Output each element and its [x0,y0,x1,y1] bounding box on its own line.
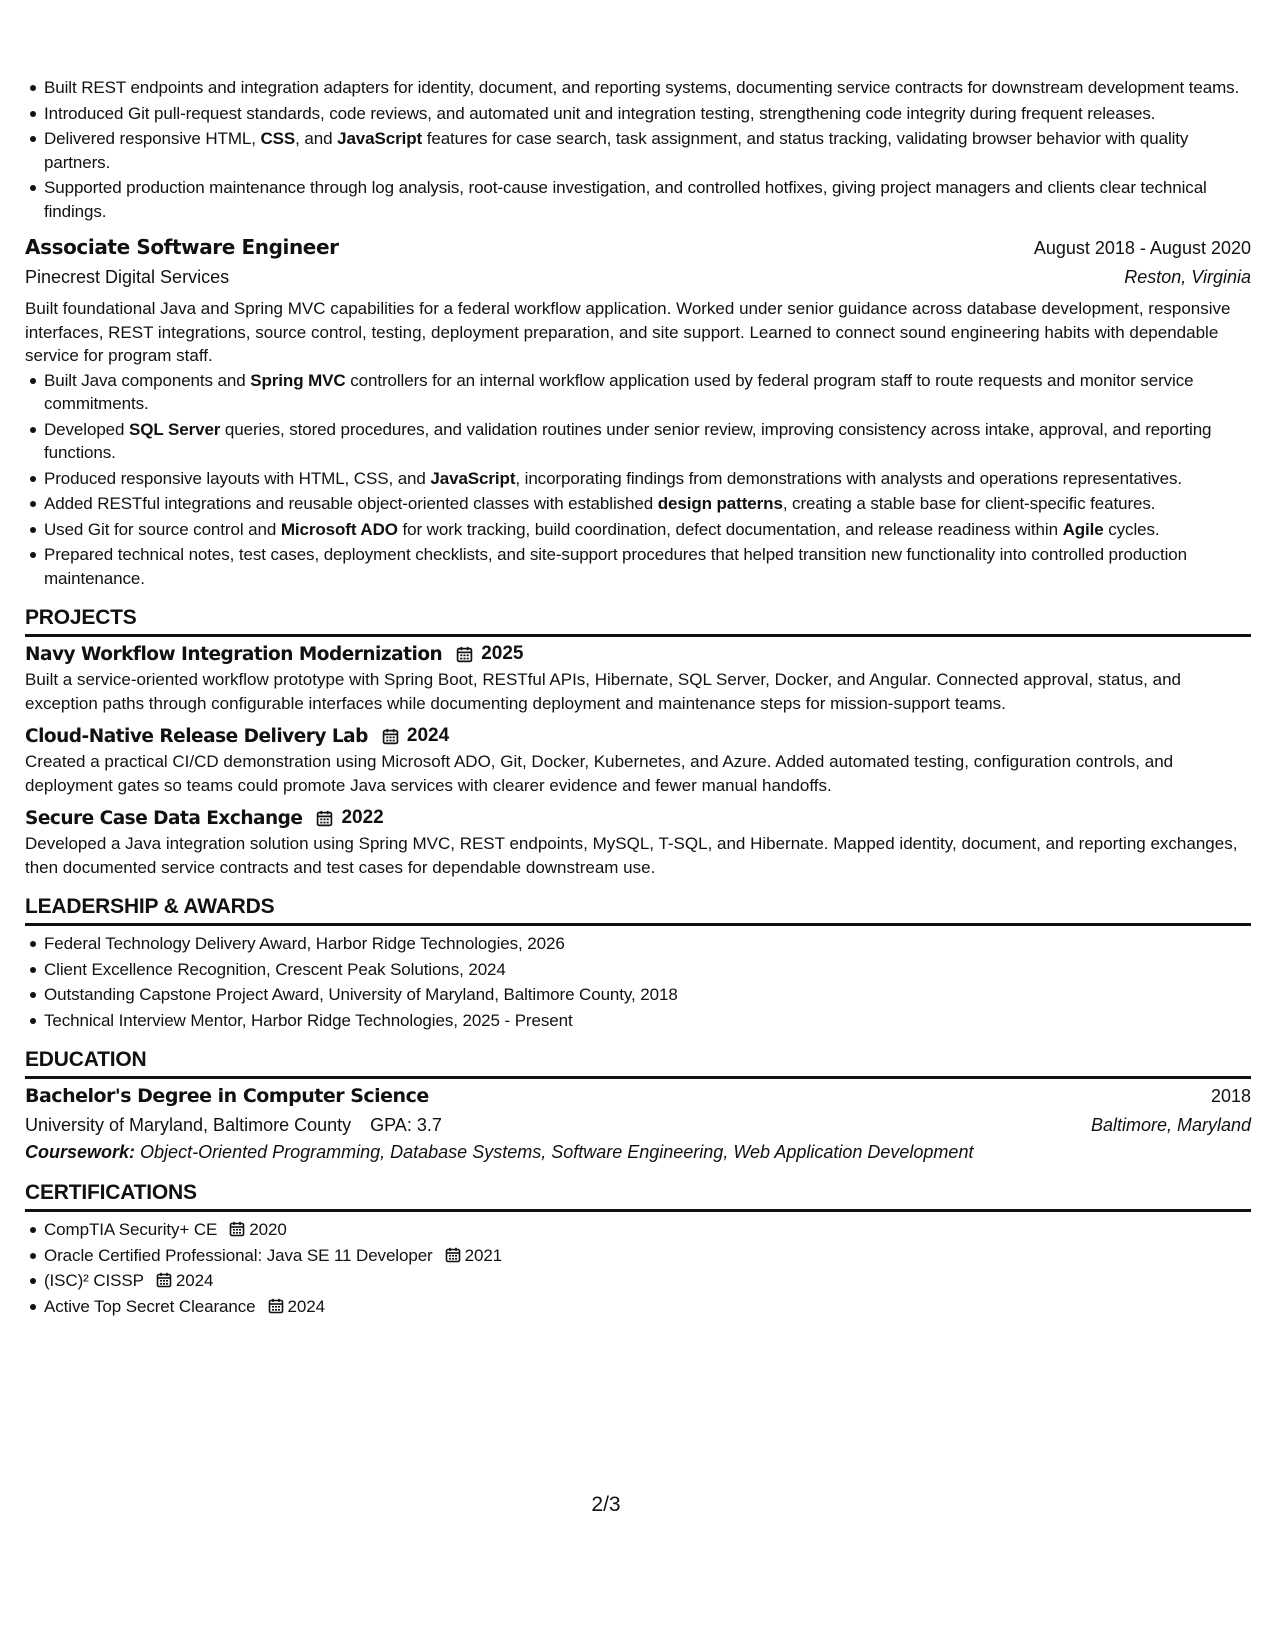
bullet-text: Introduced Git pull-request standards, code reviews, and automated unit and integration testing, strengthening code integrity during frequent releases. [44,103,1156,123]
calendar-icon [445,1246,461,1262]
cert-year: 2020 [249,1220,287,1239]
project-title: Secure Case Data Exchange [25,807,303,829]
edu-school: University of Maryland, Baltimore County [25,1115,352,1135]
bullet-item [44,492,1251,516]
project-title: Navy Workflow Integration Modernization [25,643,443,665]
bold-keyword: Agile [1062,519,1104,539]
project-item [25,807,1251,879]
bullet-text: queries, stored procedures, and validation routines under senior review, improving consistency across intake, approval, and reporting functions. [44,419,1212,462]
bullet-text: Built Java components and [44,370,251,390]
award-item: Federal Technology Delivery Award, Harbor Ridge Technologies, 2026 [44,932,1251,956]
calendar-icon [229,1220,245,1236]
calendar-icon [268,1297,284,1313]
award-item: Technical Interview Mentor, Harbor Ridge Technologies, 2025 - Present [44,1009,1251,1033]
cert-year: 2024 [287,1296,325,1316]
bold-keyword: Spring MVC [250,370,346,390]
project-item [25,643,1251,715]
bullet-text: , creating a stable base for client-specific features. [782,494,1156,513]
cert-year: 2021 [464,1245,503,1265]
certifications-heading: CERTIFICATIONS [25,1181,1251,1212]
certifications-list [25,1218,1251,1318]
bold-keyword: Microsoft ADO [280,519,398,539]
edu-gpa: GPA: 3.7 [370,1115,442,1135]
project-description: Built a service-oriented workflow prototype with Spring Boot, RESTful APIs, Hibernate, SQL Server, Docker, and Angular. Connected approval, status, and exception paths through configurable interfaces while documenting deployment and maintenance steps for mission-support teams. [25,670,1181,713]
certification-item [44,1244,1251,1268]
coursework-text: Object-Oriented Programming, Database Systems, Software Engineering, Web Application Development [140,1142,974,1162]
bullet-text: Produced responsive layouts with HTML, CSS, and [44,468,431,488]
bullet-text: cycles. [1103,519,1160,539]
calendar-icon [316,810,333,827]
prior-job-bullets [25,76,1251,223]
bullet-text: , and [295,129,338,148]
bold-keyword: CSS [260,129,296,148]
projects-heading: PROJECTS [25,606,1251,637]
education-entry [25,1085,1251,1163]
bullet-text: Developed [44,419,130,439]
bullet-text: Delivered responsive HTML, [44,129,261,148]
job-location: Reston, Virginia [1124,267,1251,287]
job-bullets [25,369,1251,591]
bullet-text: Used Git for source control and [44,519,281,539]
page-number: 2/3 [591,1493,621,1516]
job-title: Associate Software Engineer [25,235,339,259]
bullet-item [44,102,1251,126]
bullet-item [44,467,1251,491]
edu-year: 2018 [1210,1086,1251,1106]
certification-item [44,1269,1251,1293]
bold-keyword: design patterns [657,494,783,513]
edu-location: Baltimore, Maryland [1090,1115,1251,1135]
job-entry [25,235,1251,590]
award-item: Outstanding Capstone Project Award, University of Maryland, Baltimore County, 2018 [44,983,1251,1007]
bullet-text: for work tracking, build coordination, defect documentation, and release readiness within [397,519,1063,539]
edu-degree: Bachelor's Degree in Computer Science [25,1085,429,1107]
cert-name: (ISC)² CISSP [44,1271,144,1290]
bullet-item [44,369,1251,416]
bullet-text: controllers for an internal workflow application used by federal program staff to route requests and monitor service commitments. [44,370,1194,413]
award-item: Client Excellence Recognition, Crescent Peak Solutions, 2024 [44,958,1251,982]
bullet-item [44,418,1251,465]
job-summary: Built foundational Java and Spring MVC capabilities for a federal workflow application. Worked under senior guidance across database development, responsive interfaces, REST integrations, source control, testing, deployment preparation, and site support. Learned to connect sound engineering habits with dependable service for program staff. [25,299,1231,365]
leadership-list [25,932,1251,1032]
cert-name: Active Top Secret Clearance [44,1296,256,1316]
bullet-item [44,76,1251,100]
projects-list [25,643,1251,879]
calendar-icon [382,728,399,745]
bullet-item [44,518,1251,542]
calendar-icon [156,1271,172,1287]
bold-keyword: SQL Server [129,419,221,439]
job-dates: August 2018 - August 2020 [1033,238,1251,258]
project-title: Cloud-Native Release Delivery Lab [25,725,368,747]
certification-item [44,1295,1251,1319]
cert-name: CompTIA Security+ CE [44,1220,218,1239]
edu-coursework [25,1142,1251,1163]
bullet-text: features for case search, task assignment, and status tracking, validating browser behavior with quality partners. [44,129,1189,172]
cert-year: 2024 [175,1271,214,1290]
bold-keyword: JavaScript [337,129,423,148]
bullet-text: , incorporating findings from demonstrations with analysts and operations representatives. [515,468,1183,488]
bullet-item [44,543,1251,590]
project-description: Created a practical CI/CD demonstration using Microsoft ADO, Git, Docker, Kubernetes, and Azure. Added automated testing, configuration controls, and deployment gates so teams could promote Java services with clearer evidence and fewer manual handoffs. [25,752,1174,795]
project-item [25,725,1251,797]
cert-name: Oracle Certified Professional: Java SE 11 Developer [44,1245,433,1265]
certification-item [44,1218,1251,1242]
calendar-icon [456,646,473,663]
bullet-item [44,127,1251,174]
bold-keyword: JavaScript [430,468,516,488]
project-year: 2024 [406,725,450,746]
resume-page [25,76,1251,1320]
bullet-text: Built REST endpoints and integration adapters for identity, document, and reporting systems, documenting service contracts for downstream development teams. [44,78,1240,97]
leadership-heading: LEADERSHIP & AWARDS [25,895,1251,926]
project-description: Developed a Java integration solution using Spring MVC, REST endpoints, MySQL, T-SQL, and Hibernate. Mapped identity, document, and reporting exchanges, then documented service contracts and test cases for dependable downstream use. [25,834,1238,877]
bullet-item [44,176,1251,223]
bullet-text: Supported production maintenance through log analysis, root-cause investigation, and controlled hotfixes, giving project managers and clients clear technical findings. [44,178,1207,221]
job-company: Pinecrest Digital Services [25,267,230,287]
education-heading: EDUCATION [25,1048,1251,1079]
bullet-text: Prepared technical notes, test cases, deployment checklists, and site-support procedures that helped transition new functionality into controlled production maintenance. [44,545,1187,588]
project-year: 2025 [481,643,524,664]
project-year: 2022 [341,807,384,828]
coursework-label: Coursework: [25,1142,136,1162]
bullet-text: Added RESTful integrations and reusable object-oriented classes with established [44,494,658,513]
